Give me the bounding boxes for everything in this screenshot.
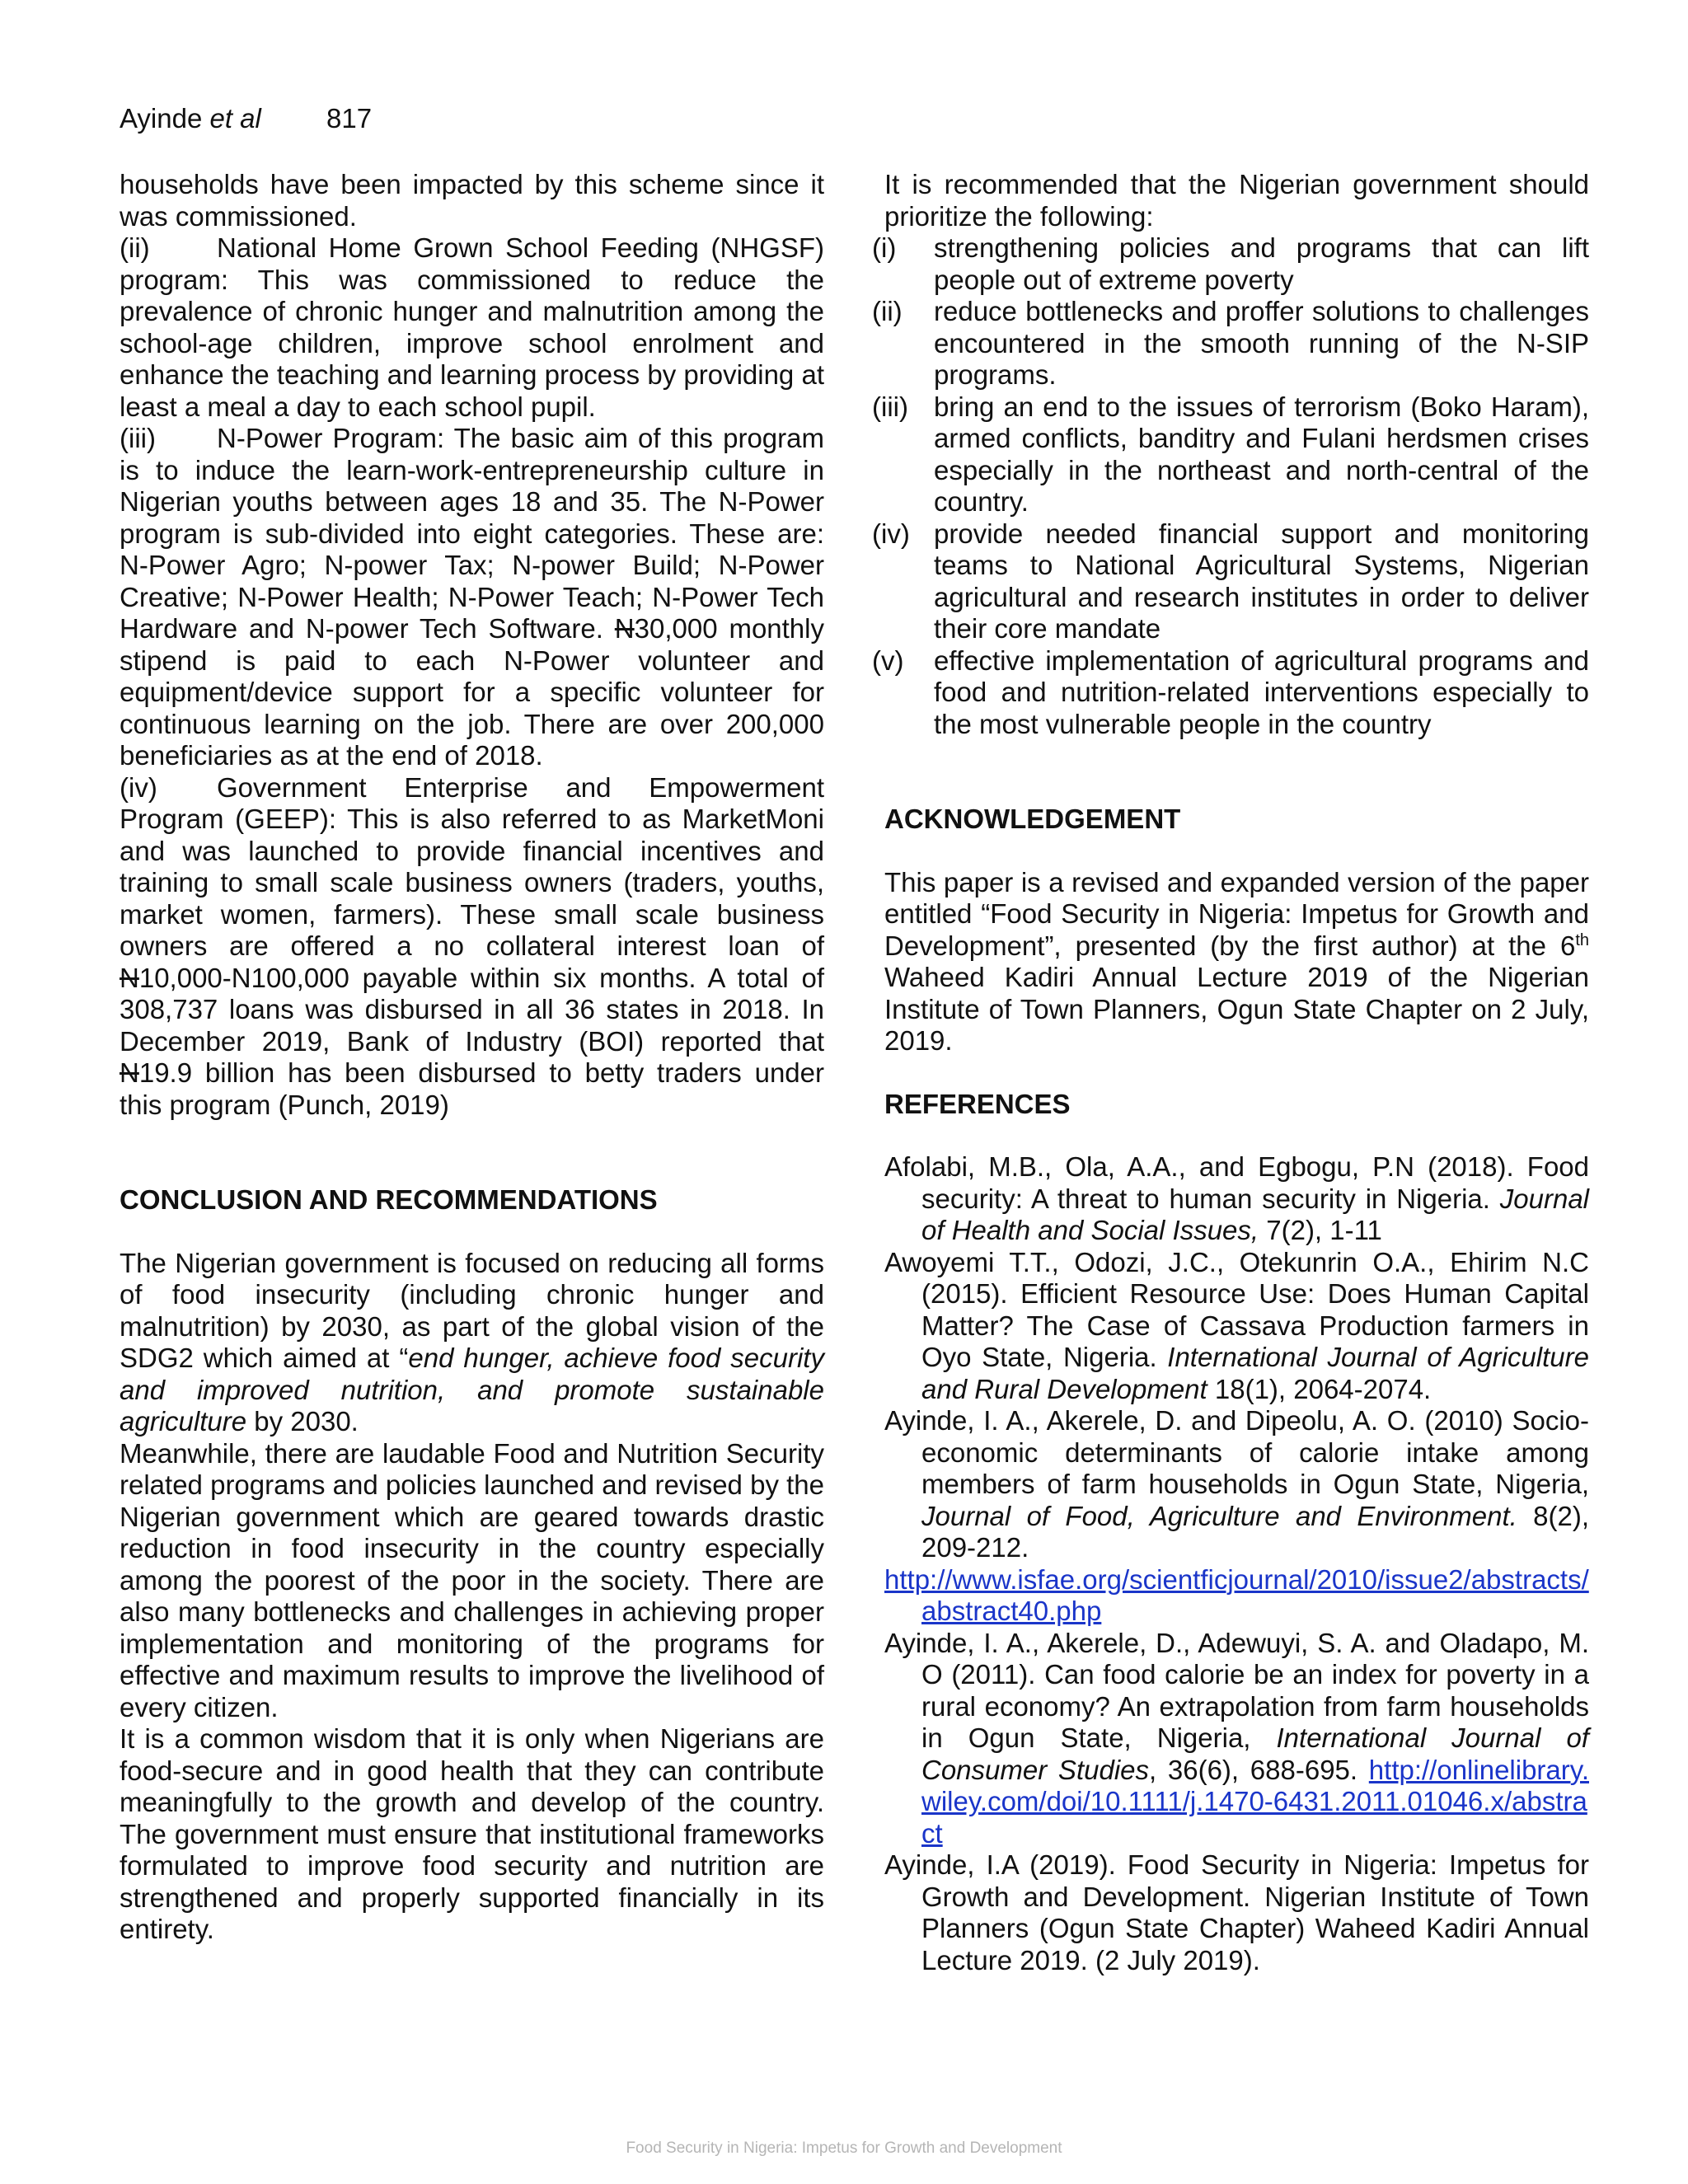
italic-quote: end hunger, achieve food security and improved nutrition, and promote sustainable agriculture (120, 1343, 824, 1436)
recommendation-intro: It is recommended that the Nigerian government should prioritize the following: (884, 169, 1589, 232)
conclusion-heading: CONCLUSION AND RECOMMENDATIONS (120, 1184, 658, 1215)
text: 7(2), 1-11 (1259, 1215, 1382, 1245)
item-text: 19.9 billion has been disbursed to betty traders under this program (Punch, 2019) (120, 1057, 824, 1120)
journal-title: Journal of Health and Social Issues, (921, 1183, 1589, 1245)
paragraph: It is a common wisdom that it is only when Nigerians are food-secure and in good health that they can contribute meaningfully to the growth and develop of the country. The government must ensure that institutional frameworks formulated to improve food security and nutrition are strengthened and properly supported financially in its entirety. (120, 1723, 824, 1944)
naira-sign: N (120, 1057, 139, 1088)
text: The Nigerian government is focused on reducing all forms of food insecurity (including chronic hunger and malnutrition) by 2030, as part of the global vision of the SDG2 which aimed at “ (120, 1247, 824, 1373)
list-item (872, 644, 1589, 741)
header-etal: et al (209, 103, 261, 134)
reference-item (884, 1405, 1589, 1564)
list-item (872, 518, 1589, 645)
running-header (120, 102, 372, 135)
item-number: (i) (872, 232, 897, 263)
item-text: Government Enterprise and Empowerment Program (GEEP): This is also referred to as MarketMoni and was launched to provide financial incentives and training to small scale business owners (traders, youths, market women, farmers). These small scale business owners are offered a no collateral interest loan of (120, 771, 824, 961)
paragraph (120, 1248, 824, 1438)
reference-item (884, 1247, 1589, 1406)
reference-item (884, 1151, 1589, 1247)
text: Awoyemi T.T., Odozi, J.C., Otekunrin O.A., Ehirim N.C (2015). Efficient Resource Use: Does Human Capital Matter? The Case of Cassava Production farmers in Oyo State, Nigeria. (884, 1246, 1589, 1372)
reference-link[interactable]: http://onlinelibrary.wiley.com/doi/10.1111/j.1470-6431.2011.01046.x/abstract (921, 1754, 1589, 1849)
acknowledgement-text (884, 867, 1589, 1057)
journal-title: International Journal of Consumer Studies (921, 1722, 1589, 1785)
text: Afolabi, M.B., Ola, A.A., and Egbogu, P.N (2018). Food security: A threat to human security in Nigeria. (884, 1151, 1589, 1214)
item-number: (iv) (120, 771, 157, 803)
item-number: (iii) (120, 423, 156, 453)
program-iii (120, 423, 824, 772)
list-item (872, 391, 1589, 518)
reference-link[interactable]: http://www.isfae.org/scientficjournal/2010/issue2/abstracts/abstract40.php (884, 1563, 1589, 1626)
superscript: th (1575, 930, 1589, 949)
naira-sign: N (614, 613, 635, 644)
item-text: 10,000-N100,000 payable within six months. A total of 308,737 loans was disbursed in all 36 states in 2018. In December 2019, Bank of Industry (BOI) reported that (120, 962, 824, 1057)
item-text: bring an end to the issues of terrorism (Boko Haram), armed conflicts, banditry and Fulani herdsmen crises especially in the northeast and north-central of the country. (934, 391, 1589, 517)
text: , 36(6), 688-695. (1149, 1754, 1358, 1785)
reference-link-row (884, 1564, 1589, 1628)
item-text: 30,000 monthly stipend is paid to each N-Power volunteer and equipment/device support for a specific volunteer for continuous learning on the job. There are over 200,000 beneficiaries as at the end of 2018. (120, 613, 824, 771)
text: Waheed Kadiri Annual Lecture 2019 of the Nigerian Institute of Town Planners, Ogun State Chapter on 2 July, 2019. (884, 962, 1589, 1056)
paragraph: Meanwhile, there are laudable Food and Nutrition Security related programs and policies launched and revised by the Nigerian government which are geared towards drastic reduction in food insecurity in the country especially among the poorest of the poor in the society. There are also many bottlenecks and challenges in achieving proper implementation and monitoring of the programs for effective and maximum results to improve the livelihood of every citizen. (120, 1437, 824, 1722)
reference-item: Ayinde, I.A (2019). Food Security in Nigeria: Impetus for Growth and Development. Nigerian Institute of Town Planners (Ogun State Chapter) Waheed Kadiri Annual Lecture 2019. (2 July 2019). (884, 1849, 1589, 1975)
program-ii (120, 232, 824, 423)
page-number: 817 (326, 103, 373, 134)
item-text: effective implementation of agricultural programs and food and nutrition-related interventions especially to the most vulnerable people in the country (934, 644, 1589, 739)
acknowledgement-heading: ACKNOWLEDGEMENT (884, 804, 1181, 834)
recommendation-list (872, 232, 1589, 740)
text: 18(1), 2064-2074. (1207, 1373, 1432, 1404)
list-item (872, 232, 1589, 296)
text: Ayinde, I. A., Akerele, D., Adewuyi, S. A. and Oladapo, M. O (2011). Can food calorie be an index for poverty in a rural economy? An extrapolation from farm households in Ogun State, Nigeria, (884, 1627, 1589, 1753)
references-heading: REFERENCES (884, 1088, 1071, 1119)
reference-item (884, 1628, 1589, 1850)
item-text: N-Power Program: The basic aim of this program is to induce the learn-work-entrepreneurship culture in Nigerian youths between ages 18 and 35. The N-Power program is sub-divided into eight categories. These are: N-Power Agro; N-power Tax; N-power Build; N-Power Creative; N-Power Health; N-Power Teach; N-Power Tech Hardware and N-power Tech Software. (120, 423, 824, 644)
journal-title: Journal of Food, Agriculture and Environment. (921, 1500, 1517, 1531)
item-text: reduce bottlenecks and proffer solutions to challenges encountered in the smooth running of the N-SIP programs. (934, 296, 1589, 390)
item-text: provide needed financial support and monitoring teams to National Agricultural Systems, Nigerian agricultural and research institutes in order to deliver their core mandate (934, 518, 1589, 644)
page-footer: Food Security in Nigeria: Impetus for Growth and Development (626, 2139, 1062, 2157)
program-iv (120, 772, 824, 1122)
text: Ayinde, I. A., Akerele, D. and Dipeolu, A. O. (2010) Socio-economic determinants of calorie intake among members of farm households in Ogun State, Nigeria, (884, 1405, 1589, 1499)
header-author: Ayinde (120, 103, 210, 134)
text: This paper is a revised and expanded version of the paper entitled “Food Security in Nigeria: Impetus for Growth and Development”, presented (by the first author) at the 6 (884, 866, 1589, 961)
text: by 2030. (246, 1406, 359, 1436)
paragraph: households have been impacted by this scheme since it was commissioned. (120, 169, 824, 232)
item-text: National Home Grown School Feeding (NHGSF) program: This was commissioned to reduce the prevalence of chronic hunger and malnutrition among the school-age children, improve school enrolment and enhance the teaching and learning process by providing at least a meal a day to each school pupil. (120, 232, 824, 422)
item-number: (ii) (872, 296, 903, 326)
left-column (120, 169, 824, 1946)
item-number: (v) (872, 644, 904, 676)
right-column (872, 169, 1589, 1976)
text: 8(2), 209-212. (921, 1500, 1589, 1563)
journal-title: International Journal of Agriculture and Rural Development (921, 1342, 1589, 1404)
item-number: (iii) (872, 391, 908, 422)
item-number: (iv) (872, 518, 910, 549)
item-number: (ii) (120, 232, 150, 263)
list-item (872, 296, 1589, 391)
item-text: strengthening policies and programs that can lift people out of extreme poverty (934, 232, 1589, 295)
naira-sign: N (120, 962, 139, 993)
